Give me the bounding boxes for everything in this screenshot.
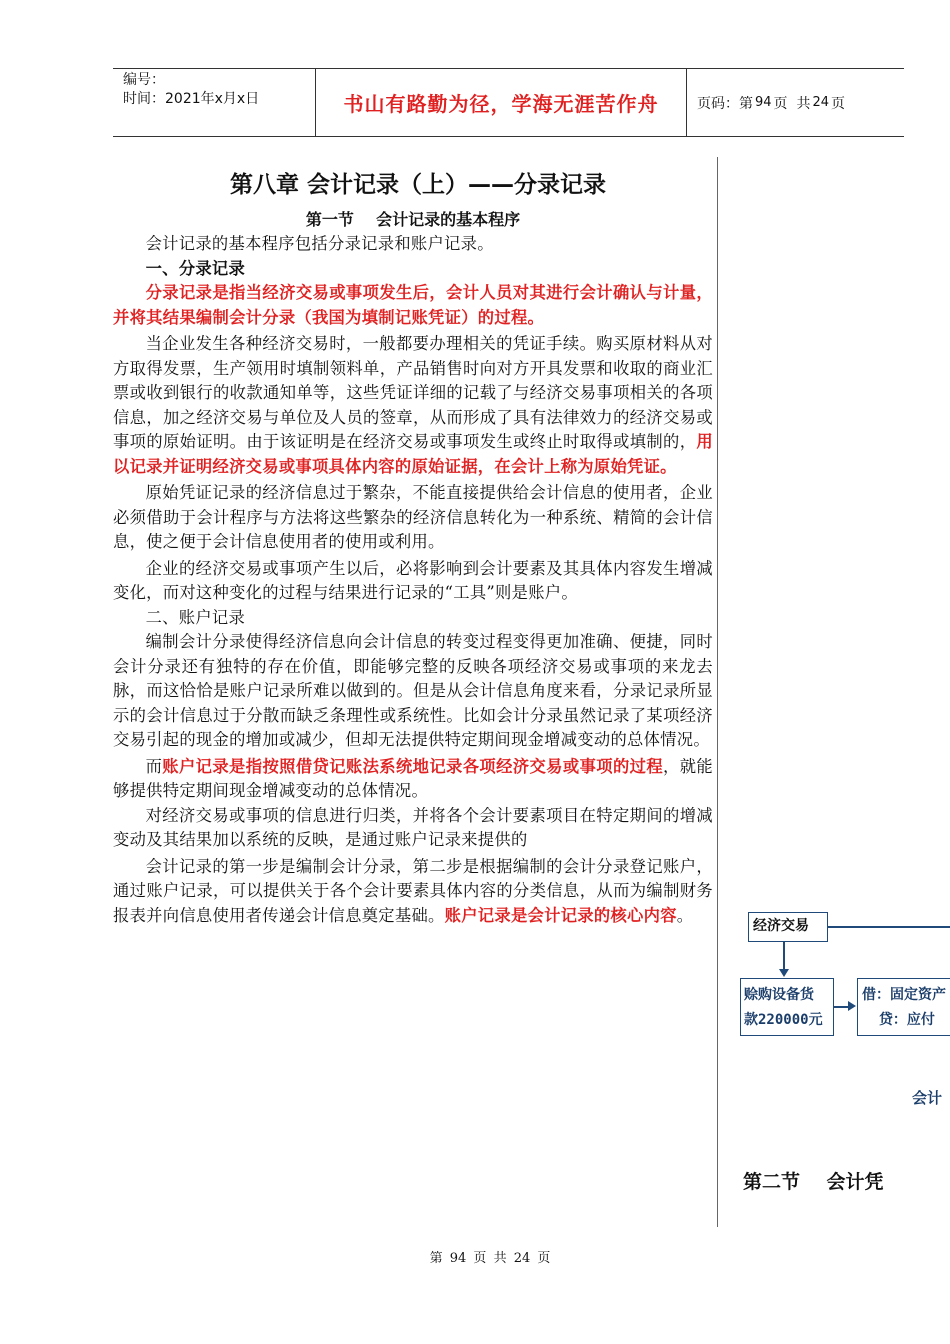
arrow-down-icon [779, 969, 789, 977]
diagram-box-purchase [740, 978, 834, 1036]
diagram-text: 赊购设备货 [744, 987, 814, 1003]
arrow-right-icon [848, 1001, 856, 1011]
paragraph-source-documents [113, 332, 713, 479]
column-divider [717, 157, 718, 1227]
connector-line [828, 926, 950, 928]
page-prefix: 页码：第 [697, 95, 753, 112]
paragraph-original-voucher: 原始凭证记录的经济信息过于繁杂，不能直接提供给会计信息的使用者，企业必须借助于会计程序与方法将这些繁杂的经济信息转化为一种系统、精简的会计信息，使之便于会计信息使用者的使用或利用。 [113, 483, 713, 551]
page-number: 94 [755, 95, 772, 110]
connector-line [783, 942, 785, 970]
paragraph-classification: 对经济交易或事项的信息进行归类，并将各个会计要素项目在特定期间的增减变动及其结果加以系统的反映，是通过账户记录来提供的 [113, 805, 713, 849]
page-mid: 页 共 [773, 95, 811, 112]
diagram-box-transaction: 经济交易 [748, 912, 828, 942]
definition-account-record: 账户记录是指按照借贷记账法系统地记录各项经济交易或事项的过程 [162, 756, 664, 776]
document-number-label: 编号： [123, 72, 165, 88]
diagram-text: 款220000元 [744, 1012, 823, 1028]
paragraph-entry-value: 编制会计分录使得经济信息向会计信息的转变过程变得更加准确、便捷，同时会计分录还有独特的存在价值，即能够完整的反映各项经济交易或事项的来龙去脉，而这恰恰是账户记录所难以做到的。但是从会计信息角度来看，分录记录所显示的会计信息过于分散而缺乏条理性或系统性。比如会计分录虽然记录了某项经济交易引起的现金的增加或减少，但却无法提供特定期间现金增减变动的总体情况。 [113, 632, 713, 749]
paragraph-account-definition [113, 755, 713, 804]
diagram-text: 借：固定资产 [862, 987, 946, 1003]
text-normal: 会计记录的第一步是编制会计分录，第二步是根据编制的会计分录登记账户，通过账户记录，可以提供关于各个会计要素具体内容的分类信息，从而为编制财务报表并向信息使用者传递会计信息奠定基础。 [113, 856, 713, 925]
diagram-label: 会计 [912, 1089, 943, 1107]
text-pre: 而 [145, 756, 163, 776]
core-statement: 账户记录是会计记录的核心内容 [444, 905, 677, 925]
page-suffix: 页 [831, 95, 845, 112]
page-total: 24 [812, 95, 829, 110]
diagram-text: 贷：应付 [862, 1012, 935, 1028]
definition-entry-record: 分录记录是指当经济交易或事项发生后，会计人员对其进行会计确认与计量，并将其结果编制会计分录（我国为填制记账凭证）的过程。 [113, 283, 713, 327]
definition-original-voucher: 用以记录并证明经济交易或事项具体内容的原始证据，在会计上称为原始凭证。 [113, 432, 713, 476]
heading-entry-record: 一、分录记录 [145, 258, 246, 278]
main-content [113, 170, 713, 928]
paragraph-intro: 会计记录的基本程序包括分录记录和账户记录。 [145, 234, 494, 253]
document-time: 时间：2021年x月x日 [123, 91, 260, 107]
page-footer: 第 94 页 共 24 页 [429, 1251, 551, 1266]
diagram-box-journal-entry [857, 978, 950, 1036]
page-header [113, 68, 904, 137]
connector-line [834, 1006, 848, 1008]
header-motto: 书山有路勤为径，学海无涯苦作舟 [315, 69, 687, 136]
header-meta [113, 69, 315, 136]
section-title: 第一节 会计记录的基本程序 [305, 210, 521, 229]
text-post: ，就能够提供特定期间现金增减变动的总体情况。 [113, 756, 713, 800]
paragraph-steps [113, 855, 713, 929]
text-normal: 当企业发生各种经济交易时，一般都要办理相关的凭证手续。购买原材料从对方取得发票，生产领用时填制领料单，产品销售时向对方开具发票和收取的商业汇票或收到银行的收款通知单等，这些凭证详细的记载了与经济交易事项相关的各项信息，加之经济交易与单位及人员的签章，从而形成了具有法律效力的经济交易或事项的原始证明。由于该证明是在经济交易或事项发生或终止时取得或填制的， [113, 334, 713, 451]
text-end: 。 [676, 905, 694, 925]
paragraph-account-tool: 企业的经济交易或事项产生以后，必将影响到会计要素及其具体内容发生增减变化，而对这种变化的过程与结果进行记录的“工具”则是账户。 [113, 558, 713, 602]
heading-account-record: 二、账户记录 [145, 607, 246, 627]
header-page-info [687, 69, 904, 136]
chapter-title: 第八章 会计记录（上）——分录记录 [229, 172, 606, 198]
section-2-title: 第二节 会计凭 [743, 1171, 884, 1193]
flow-diagram [740, 900, 950, 1040]
